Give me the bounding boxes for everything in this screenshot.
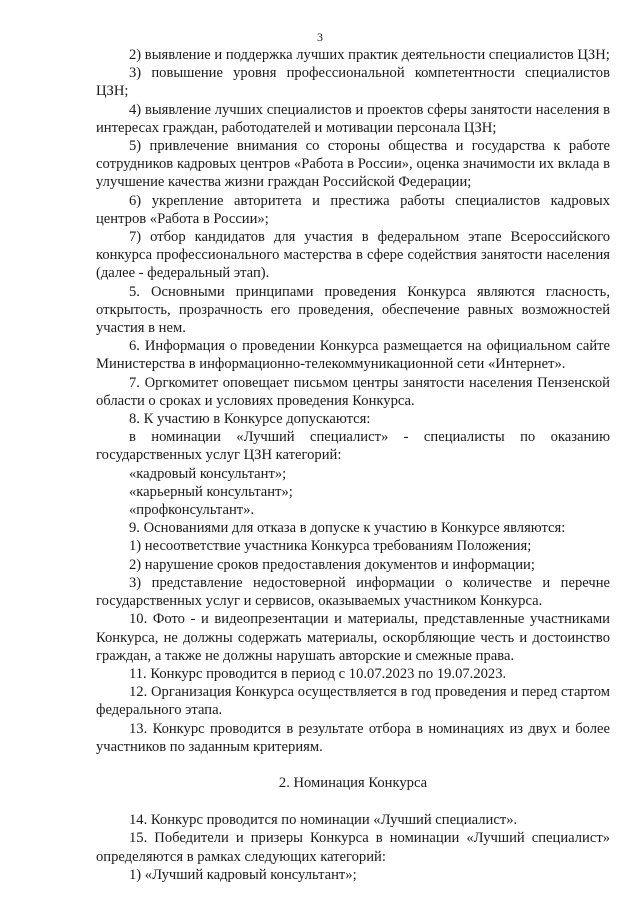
list-item: «кадровый консультант»;	[129, 465, 287, 482]
document-body	[96, 46, 610, 884]
list-item: «профконсультант».	[129, 502, 255, 519]
paragraph: 3) повышение уровня профессиональной компетентности специалистов ЦЗН;	[96, 65, 610, 100]
paragraph: 5) привлечение внимания со стороны общества и государства к работе сотрудников кадровых центров «Работа в России», оценка значимости их вклада в улучшение качества жизни граждан Российской Федерации;	[96, 138, 610, 191]
paragraph: 13. Конкурс проводится в результате отбора в номинациях из двух и более участников по заданным критериям.	[96, 720, 610, 755]
paragraph: 6) укрепление авторитета и престижа работы специалистов кадровых центров «Работа в России»;	[96, 192, 610, 227]
paragraph: 7) отбор кандидатов для участия в федеральном этапе Всероссийского конкурса профессионального мастерства в сфере содействия занятости населения (далее - федеральный этап).	[96, 229, 610, 282]
paragraph: 10. Фото - и видеопрезентации и материалы, представленные участниками Конкурса, не должны содержать материалы, оскорбляющие честь и достоинство граждан, а также не должны нарушать авторские и смежные права.	[96, 611, 610, 664]
paragraph: 14. Конкурс проводится по номинации «Лучший специалист».	[129, 812, 518, 829]
paragraph: 2) выявление и поддержка лучших практик деятельности специалистов ЦЗН;	[129, 47, 610, 63]
section-title: 2. Номинация Конкурса	[278, 774, 428, 791]
paragraph: 7. Оргкомитет оповещает письмом центры занятости населения Пензенской области о сроках и условиях проведения Конкурса.	[96, 374, 610, 409]
paragraph: 6. Информация о проведении Конкурса размещается на официальном сайте Министерства в информационно-телекоммуникационной сети «Интернет».	[96, 338, 610, 373]
paragraph: 2) нарушение сроков предоставления документов и информации;	[129, 556, 535, 573]
paragraph: 3) представление недостоверной информации о количестве и перечне государственных услуг и сервисов, оказываемых участником Конкурса.	[96, 574, 610, 610]
paragraph: в номинации «Лучший специалист» - специалисты по оказанию государственных услуг ЦЗН категорий:	[96, 429, 610, 464]
page-number: 3	[317, 30, 323, 44]
paragraph: 4) выявление лучших специалистов и проектов сферы занятости населения в интересах граждан, работодателей и мотивации персонала ЦЗН;	[96, 101, 610, 136]
paragraph: 5. Основными принципами проведения Конкурса являются гласность, открытость, прозрачность его проведения, обеспечение равных возможностей участия в нем.	[96, 283, 610, 337]
paragraph: 15. Победители и призеры Конкурса в номинации «Лучший специалист» определяются в рамках следующих категорий:	[96, 830, 610, 865]
paragraph: 1) несоответствие участника Конкурса требованиям Положения;	[129, 538, 532, 555]
list-item: «карьерный консультант»;	[129, 483, 293, 500]
paragraph: 8. К участию в Конкурсе допускаются:	[129, 411, 371, 428]
paragraph: 1) «Лучший кадровый консультант»;	[129, 866, 357, 883]
paragraph: 12. Организация Конкурса осуществляется в год проведения и перед стартом федерального этапа.	[96, 684, 610, 719]
paragraph: 11. Конкурс проводится в период с 10.07.2023 по 19.07.2023.	[129, 665, 507, 682]
paragraph: 9. Основаниями для отказа в допуске к участию в Конкурсе являются:	[129, 520, 566, 537]
